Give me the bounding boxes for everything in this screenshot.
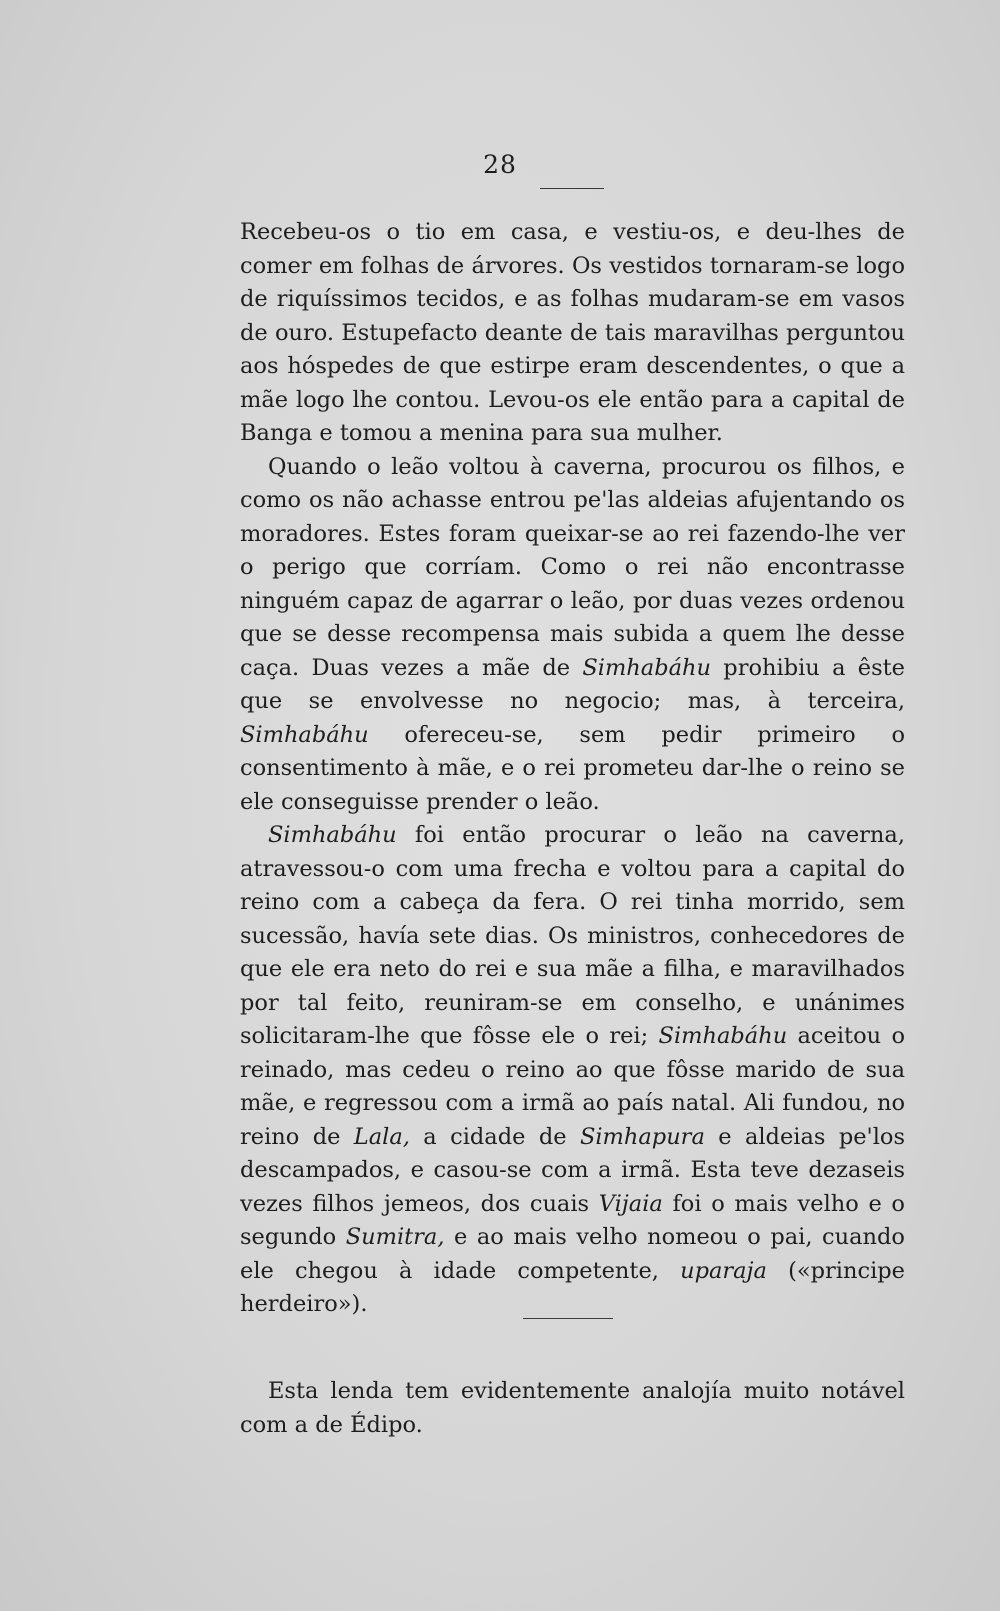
text-run: ofereceu-se, sem pedir primeiro o consentimento à mãe, e o rei prometeu dar-lhe o reino se ele conseguisse prender o leão. <box>240 721 905 815</box>
italic-run: Lala, <box>353 1123 410 1150</box>
text-run: Quando o leão voltou à caverna, procurou os filhos, e como os não achasse entrou pe'las aldeias afujentando os moradores. Estes foram queixar-se ao rei fazendo-lhe ver o perigo que corríam. Como o rei não encontrasse ninguém capaz de agarrar o leão, por duas vezes ordenou que se desse recompensa mais subida a quem lhe desse caça. Duas vezes a mãe de <box>240 453 905 681</box>
page-number: 28 <box>483 150 517 179</box>
text-run: foi então procurar o leão na caverna, atravessou-o com uma frecha e voltou para a capital do reino com a cabeça da fera. O rei tinha morrido, sem sucessão, havía sete dias. Os ministros, conhecedores de que ele era neto do rei e sua mãe a filha, e maravilhados por tal feito, reuniram-se em conselho, e unánimes solicitaram-lhe que fôsse ele o rei; <box>240 822 905 1049</box>
text-run: («principe herdeiro»). <box>240 1257 905 1317</box>
paragraph <box>240 451 905 820</box>
text-run: Recebeu-os o tio em casa, e vestiu-os, e deu-lhes de comer em folhas de árvores. Os vestidos tornaram-se logo de riquíssimos tecidos, e as folhas mudaram-se em vasos de ouro. Estupefacto deante de tais maravilhas perguntou aos hóspedes de que estirpe eram descendentes, o que a mãe logo lhe contou. Levou-os ele então para a capital de Banga e tomou a menina para sua mulher. <box>240 219 905 446</box>
italic-run: Vijaia <box>598 1190 663 1217</box>
italic-run: Simhabáhu <box>658 1023 788 1049</box>
text-run: e aldeias pe'los descampados, e casou-se com a irmã. Esta teve dezaseis vezes filhos jemeos, dos cuais <box>240 1123 906 1217</box>
header-rule <box>540 188 604 189</box>
text-run: a cidade de <box>409 1123 580 1150</box>
body-text <box>240 216 905 1322</box>
italic-run: Simhabáhu <box>268 822 397 848</box>
italic-run: Simhabáhu <box>240 721 369 748</box>
closing-note: Esta lenda tem evidentemente analojía muito notável com a de Édipo. <box>240 1378 905 1438</box>
italic-run: uparaja <box>680 1257 767 1284</box>
paragraph <box>240 216 905 451</box>
text-run: foi o mais velho e o segundo <box>240 1190 905 1250</box>
text-run: aceitou o reinado, mas cedeu o reino ao que fôsse marido de sua mãe, e regressou com a irmã ao país natal. Ali fundou, no reino de <box>240 1023 905 1150</box>
italic-run: Simhapura <box>579 1123 705 1150</box>
text-run: e ao mais velho nomeou o pai, cuando ele chegou à idade competente, <box>240 1224 905 1284</box>
italic-run: Sumitra, <box>345 1224 445 1250</box>
separator-rule <box>523 1318 613 1319</box>
paragraph <box>240 819 905 1322</box>
text-run: prohibiu a êste que se envolvesse no negocio; mas, à terceira, <box>240 654 905 714</box>
italic-run: Simhabáhu <box>582 654 712 681</box>
